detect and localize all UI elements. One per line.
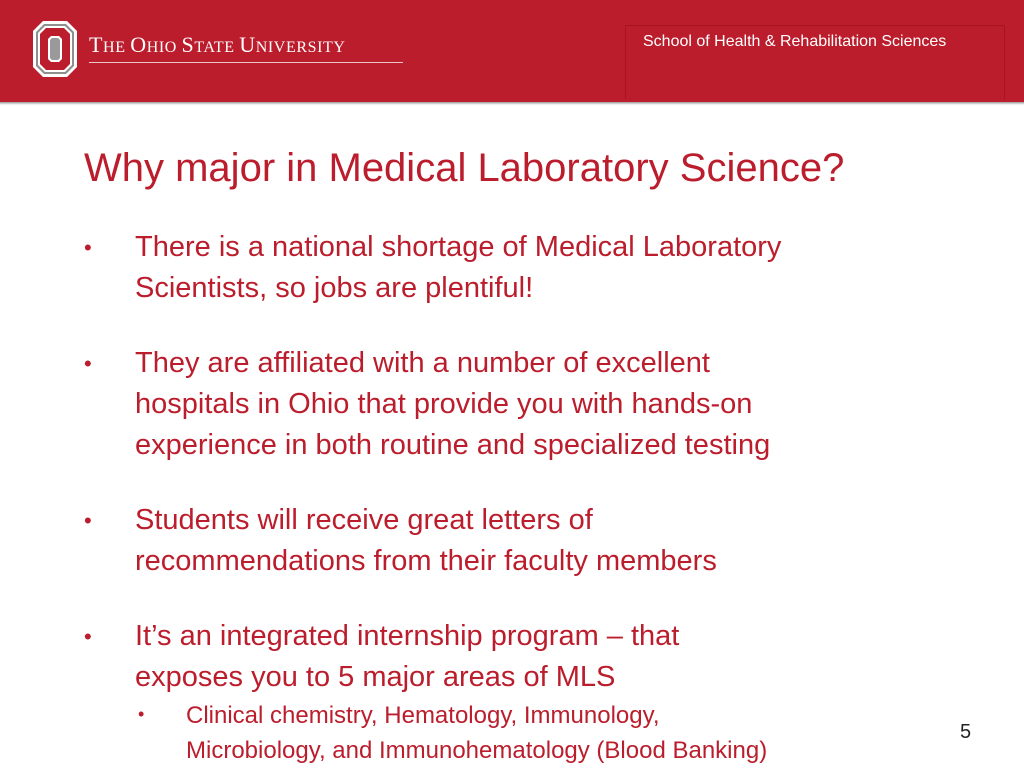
wordmark-rule: [89, 62, 403, 63]
bullet-text: They are affiliated with a number of excellent hospitals in Ohio that provide you with hands-on experience in both routine and specialized testing: [135, 347, 771, 461]
wordmark-u: U: [239, 32, 256, 57]
header-shadow: [0, 102, 1024, 105]
bullet-text: There is a national shortage of Medical Laboratory Scientists, so jobs are plentiful!: [135, 231, 782, 304]
wordmark-niversity: NIVERSITY: [255, 39, 346, 56]
bullet-marker: •: [84, 351, 92, 376]
university-wordmark: [89, 33, 346, 60]
wordmark-o: O: [130, 32, 147, 57]
sub-bullet-text: Clinical chemistry, Hematology, Immunology, Microbiology, and Immunohematology (Blood Banking): [186, 702, 768, 764]
page-number: 5: [960, 721, 972, 743]
block-o-logo-icon: [33, 21, 77, 77]
school-name: School of Health & Rehabilitation Sciences: [643, 33, 947, 50]
slide-title: Why major in Medical Laboratory Science?: [84, 146, 845, 190]
bullet-text: It’s an integrated internship program – that exposes you to 5 major areas of MLS: [135, 620, 680, 693]
bullet-text: Students will receive great letters of recommendations from their faculty members: [135, 504, 717, 577]
bullet-marker: •: [84, 235, 92, 260]
wordmark-he: HE: [103, 39, 131, 56]
wordmark-hio: HIO: [146, 39, 182, 56]
wordmark-s: S: [181, 32, 195, 57]
wordmark-tate: TATE: [194, 39, 240, 56]
sub-bullet-marker: •: [138, 704, 145, 724]
bullet-marker: •: [84, 624, 92, 649]
wordmark-t: T: [89, 32, 104, 57]
bullet-marker: •: [84, 508, 92, 533]
